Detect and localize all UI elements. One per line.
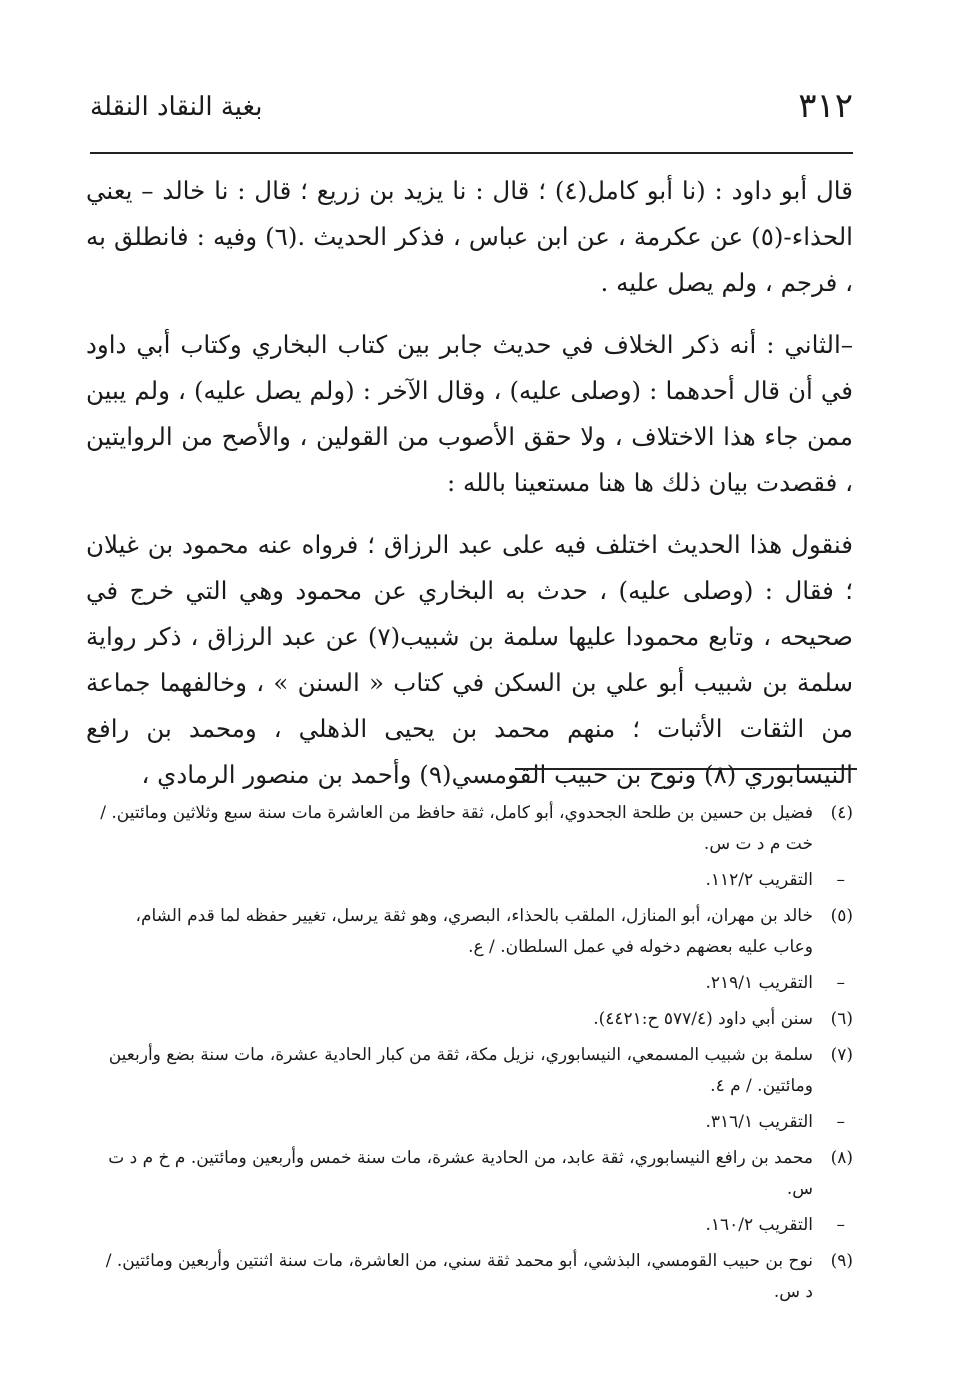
footnote-number: (٥) bbox=[830, 906, 853, 926]
footnote bbox=[100, 1004, 853, 1035]
page-number: ٣١٢ bbox=[798, 86, 853, 126]
dash: – bbox=[836, 1215, 845, 1235]
footnote-text: سلمة بن شبيب المسمعي، النيسابوري، نزيل مكة، ثقة من كبار الحادية عشرة، مات سنة بضع وأربعين ومائتين. / م ٤. bbox=[108, 1045, 813, 1096]
footnote-text: خالد بن مهران، أبو المنازل، الملقب بالحذاء، البصري، وهو ثقة يرسل، تغيير حفظه لما قدم الشام، وعاب عليه بعضهم دخوله في عمل السلطان. / ع. bbox=[135, 906, 813, 957]
reference-text: التقريب ٢١٩/١. bbox=[705, 973, 813, 993]
footnote-text: فضيل بن حسين بن طلحة الجحدوي، أبو كامل، ثقة حافظ من العاشرة مات سنة سبع وثلاثين ومائتين. / خت م د ت س. bbox=[100, 803, 813, 854]
footnote-text: نوح بن حبيب القومسي، البذشي، أبو محمد ثقة سني، من العاشرة، مات سنة اثنتين وأربعين ومائتين. / د س. bbox=[105, 1251, 813, 1302]
reference-text: التقريب ٣١٦/١. bbox=[705, 1112, 813, 1132]
footnotes bbox=[100, 798, 853, 1313]
footnote-reference bbox=[100, 968, 853, 999]
footnote-reference bbox=[100, 865, 853, 896]
footnote bbox=[100, 1040, 853, 1102]
paragraph: –الثاني : أنه ذكر الخلاف في حديث جابر بين كتاب البخاري وكتاب أبي داود في أن قال أحدهما : (وصلى عليه) ، وقال الآخر : (ولم يصل عليه) ، ولم يبين ممن جاء هذا الاختلاف ، ولا حقق الأصوب من القولين ، والأصح من الروايتين ، فقصدت بيان ذلك ها هنا مستعينا بالله : bbox=[86, 330, 853, 497]
footnote-number: (٦) bbox=[830, 1009, 853, 1029]
paragraph: فنقول هذا الحديث اختلف فيه على عبد الرزاق ؛ فرواه عنه محمود بن غيلان ؛ فقال : (وصلى عليه) ، حدث به البخاري عن محمود وهي التي خرج في صحيحه ، وتابع محمودا عليها سلمة بن شبيب(٧) عن عبد الرزاق ، ذكر رواية سلمة بن شبيب أبو علي بن السكن في كتاب « السنن » ، وخالفهما جماعة من الثقات الأثبات ؛ منهم محمد بن يحيى الذهلي ، ومحمد بن رافع النيسابوري (٨) ونوح بن حبيب القومسي(٩) وأحمد بن منصور الرمادي ، bbox=[86, 530, 853, 789]
main-text bbox=[86, 168, 853, 814]
running-title: بغية النقاد النقلة bbox=[90, 92, 263, 122]
paragraph: قال أبو داود : (نا أبو كامل(٤) ؛ قال : نا يزيد بن زريع ؛ قال : نا خالد – يعني الحذاء-(٥) عن عكرمة ، عن ابن عباس ، فذكر الحديث .(٦) وفيه : فانطلق به ، فرجم ، ولم يصل عليه . bbox=[86, 176, 853, 297]
footnote-text: سنن أبي داود (٥٧٧/٤ ح:٤٤٢١). bbox=[593, 1009, 813, 1029]
dash: – bbox=[836, 973, 845, 993]
footnote-separator bbox=[515, 768, 857, 770]
dash: – bbox=[836, 870, 845, 890]
footnote-reference bbox=[100, 1107, 853, 1138]
footnote bbox=[100, 1143, 853, 1205]
footnote-reference bbox=[100, 1210, 853, 1241]
footnote-number: (٩) bbox=[830, 1251, 853, 1271]
page-header bbox=[90, 86, 853, 146]
footnote bbox=[100, 1246, 853, 1308]
header-rule bbox=[90, 152, 853, 154]
footnote bbox=[100, 798, 853, 860]
footnote bbox=[100, 901, 853, 963]
footnote-number: (٤) bbox=[830, 803, 853, 823]
reference-text: التقريب ١٦٠/٢. bbox=[705, 1215, 813, 1235]
footnote-number: (٧) bbox=[830, 1045, 853, 1065]
footnote-text: محمد بن رافع النيسابوري، ثقة عابد، من الحادية عشرة، مات سنة خمس وأربعين ومائتين. م خ م د ت س. bbox=[108, 1148, 813, 1199]
dash: – bbox=[836, 1112, 845, 1132]
reference-text: التقريب ١١٢/٢. bbox=[705, 870, 813, 890]
footnote-number: (٨) bbox=[830, 1148, 853, 1168]
